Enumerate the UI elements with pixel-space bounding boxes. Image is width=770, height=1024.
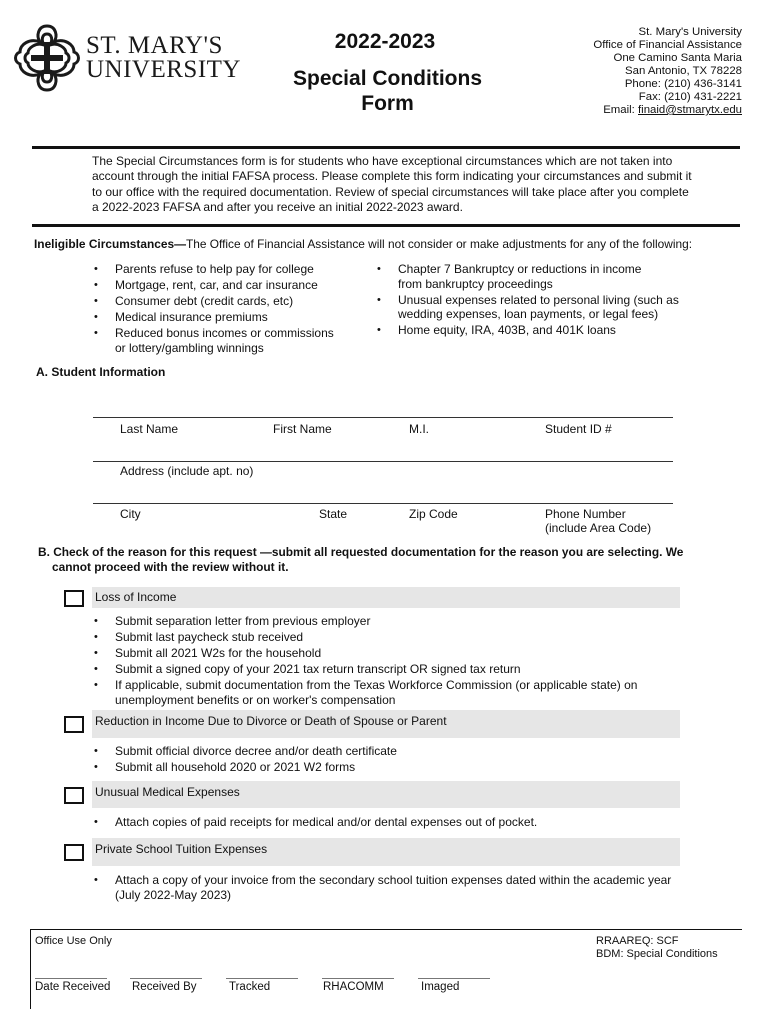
office-codes — [596, 935, 718, 961]
phone-label-text: Phone Number — [545, 507, 626, 521]
ineligible-label: Ineligible Circumstances— — [34, 237, 186, 251]
medical-expenses-checkbox[interactable] — [64, 787, 84, 804]
reason-divorce-death: Reduction in Income Due to Divorce or Death of Spouse or Parent — [92, 710, 680, 738]
list-item: • Submit last paycheck stub received — [92, 630, 682, 645]
zip-label: Zip Code — [409, 507, 458, 521]
divider-intro — [32, 224, 740, 227]
form-title — [270, 66, 505, 116]
list-item: • Parents refuse to help pay for college — [92, 262, 372, 277]
imaged-line[interactable] — [418, 978, 490, 979]
section-b-title — [38, 545, 738, 575]
list-item: • Mortgage, rent, car, and car insurance — [92, 278, 372, 293]
divider-top — [32, 146, 740, 149]
office-contact-block — [482, 26, 742, 117]
intro-paragraph: The Special Circumstances form is for students who have exceptional circumstances which are not taken into account through the initial FAFSA process. Please complete this form indicating your circumstances and submit it to our office with the required documentation. Review of special circumstances will take place after you complete a 2022-2023 FAFSA and after you receive an initial 2022-2023 award. — [92, 154, 692, 215]
contact-office: Office of Financial Assistance — [593, 39, 742, 51]
private-school-requirements — [92, 873, 682, 904]
tracked-line[interactable] — [226, 978, 298, 979]
contact-fax: Fax: (210) 431-2221 — [638, 91, 742, 103]
list-item: • Consumer debt (credit cards, etc) — [92, 294, 372, 309]
office-code-bdm: BDM: Special Conditions — [596, 948, 718, 960]
reason-medical-expenses: Unusual Medical Expenses — [92, 781, 680, 808]
rhacomm-label: RHACOMM — [323, 981, 384, 993]
logo-wordmark — [86, 34, 241, 82]
list-item: • Reduced bonus incomes or commissions or lottery/gambling winnings — [92, 326, 347, 355]
contact-email-label: Email: — [603, 104, 638, 116]
imaged-label: Imaged — [421, 981, 460, 993]
quatrefoil-cross-icon — [12, 22, 82, 94]
list-item: • If applicable, submit documentation from the Texas Workforce Commission (or applicable state) on unemployment benefits or on worker's compensation — [92, 678, 677, 707]
contact-email-link[interactable]: finaid@stmarytx.edu — [638, 104, 742, 116]
phone-label-note: (include Area Code) — [545, 521, 652, 535]
name-input-line[interactable] — [93, 417, 673, 418]
list-item: • Submit all household 2020 or 2021 W2 forms — [92, 760, 682, 775]
last-name-label: Last Name — [120, 422, 179, 436]
contact-street: One Camino Santa Maria — [613, 52, 742, 64]
received-by-label: Received By — [132, 981, 197, 993]
list-item: • Attach a copy of your invoice from the secondary school tuition expenses dated within the academic year (July 2022-May 2023) — [92, 873, 677, 902]
tracked-label: Tracked — [229, 981, 271, 993]
phone-label — [545, 507, 651, 535]
address-label: Address (include apt. no) — [120, 464, 254, 478]
city-label: City — [120, 507, 141, 521]
reason-private-school: Private School Tuition Expenses — [92, 838, 680, 866]
city-input-line[interactable] — [93, 503, 673, 504]
ineligible-text: The Office of Financial Assistance will not consider or make adjustments for any of the following: — [185, 237, 693, 251]
reason-loss-of-income: Loss of Income — [92, 587, 680, 608]
list-item: • Home equity, IRA, 403B, and 401K loans — [375, 323, 695, 338]
rhacomm-line[interactable] — [322, 978, 394, 979]
list-item: • Unusual expenses related to personal living (such as wedding expenses, loan payments, or legal fees) — [375, 293, 685, 322]
list-item: • Submit separation letter from previous employer — [92, 614, 682, 629]
form-year: 2022-2023 — [334, 30, 436, 53]
state-label: State — [319, 507, 348, 521]
list-item: • Chapter 7 Bankruptcy or reductions in income from bankruptcy proceedings — [375, 262, 665, 291]
logo-line-2: UNIVERSITY — [86, 56, 241, 83]
section-a-title: A. Student Information — [36, 365, 166, 379]
loss-of-income-requirements — [92, 614, 682, 709]
list-item: • Submit all 2021 W2s for the household — [92, 646, 682, 661]
list-item: • Medical insurance premiums — [92, 310, 372, 325]
list-item: • Attach copies of paid receipts for medical and/or dental expenses out of pocket. — [92, 815, 682, 830]
list-item: • Submit official divorce decree and/or death certificate — [92, 744, 682, 759]
date-received-line[interactable] — [35, 978, 107, 979]
contact-email-row — [482, 104, 742, 117]
contact-name: St. Mary's University — [638, 26, 742, 38]
section-b-title-line-2: cannot proceed with the review without it. — [52, 560, 289, 574]
private-school-checkbox[interactable] — [64, 844, 84, 861]
loss-of-income-checkbox[interactable] — [64, 590, 84, 607]
ineligible-heading — [34, 237, 754, 251]
first-name-label: First Name — [273, 422, 332, 436]
office-use-title: Office Use Only — [35, 935, 112, 947]
ineligible-list-left — [92, 262, 372, 357]
contact-city: San Antonio, TX 78228 — [625, 65, 742, 77]
form-title-line-2: Form — [361, 92, 414, 115]
list-item: • Submit a signed copy of your 2021 tax return transcript OR signed tax return — [92, 662, 682, 677]
divorce-death-checkbox[interactable] — [64, 716, 84, 733]
medical-expenses-requirements — [92, 815, 682, 831]
form-title-line-1: Special Conditions — [292, 67, 483, 90]
divorce-death-requirements — [92, 744, 682, 776]
student-id-label: Student ID # — [545, 422, 612, 436]
section-b-title-line-1: B. Check of the reason for this request —submit all requested documentation for the reason you are selecting. We — [38, 545, 684, 559]
received-by-line[interactable] — [130, 978, 202, 979]
university-logo — [12, 22, 241, 94]
address-input-line[interactable] — [93, 461, 673, 462]
contact-phone: Phone: (210) 436-3141 — [624, 78, 742, 90]
ineligible-list-right — [375, 262, 695, 339]
office-code-rraareq: RRAAREQ: SCF — [596, 935, 679, 947]
mi-label: M.I. — [409, 422, 429, 436]
date-received-label: Date Received — [35, 981, 111, 993]
logo-line-1: ST. MARY'S — [86, 32, 223, 59]
